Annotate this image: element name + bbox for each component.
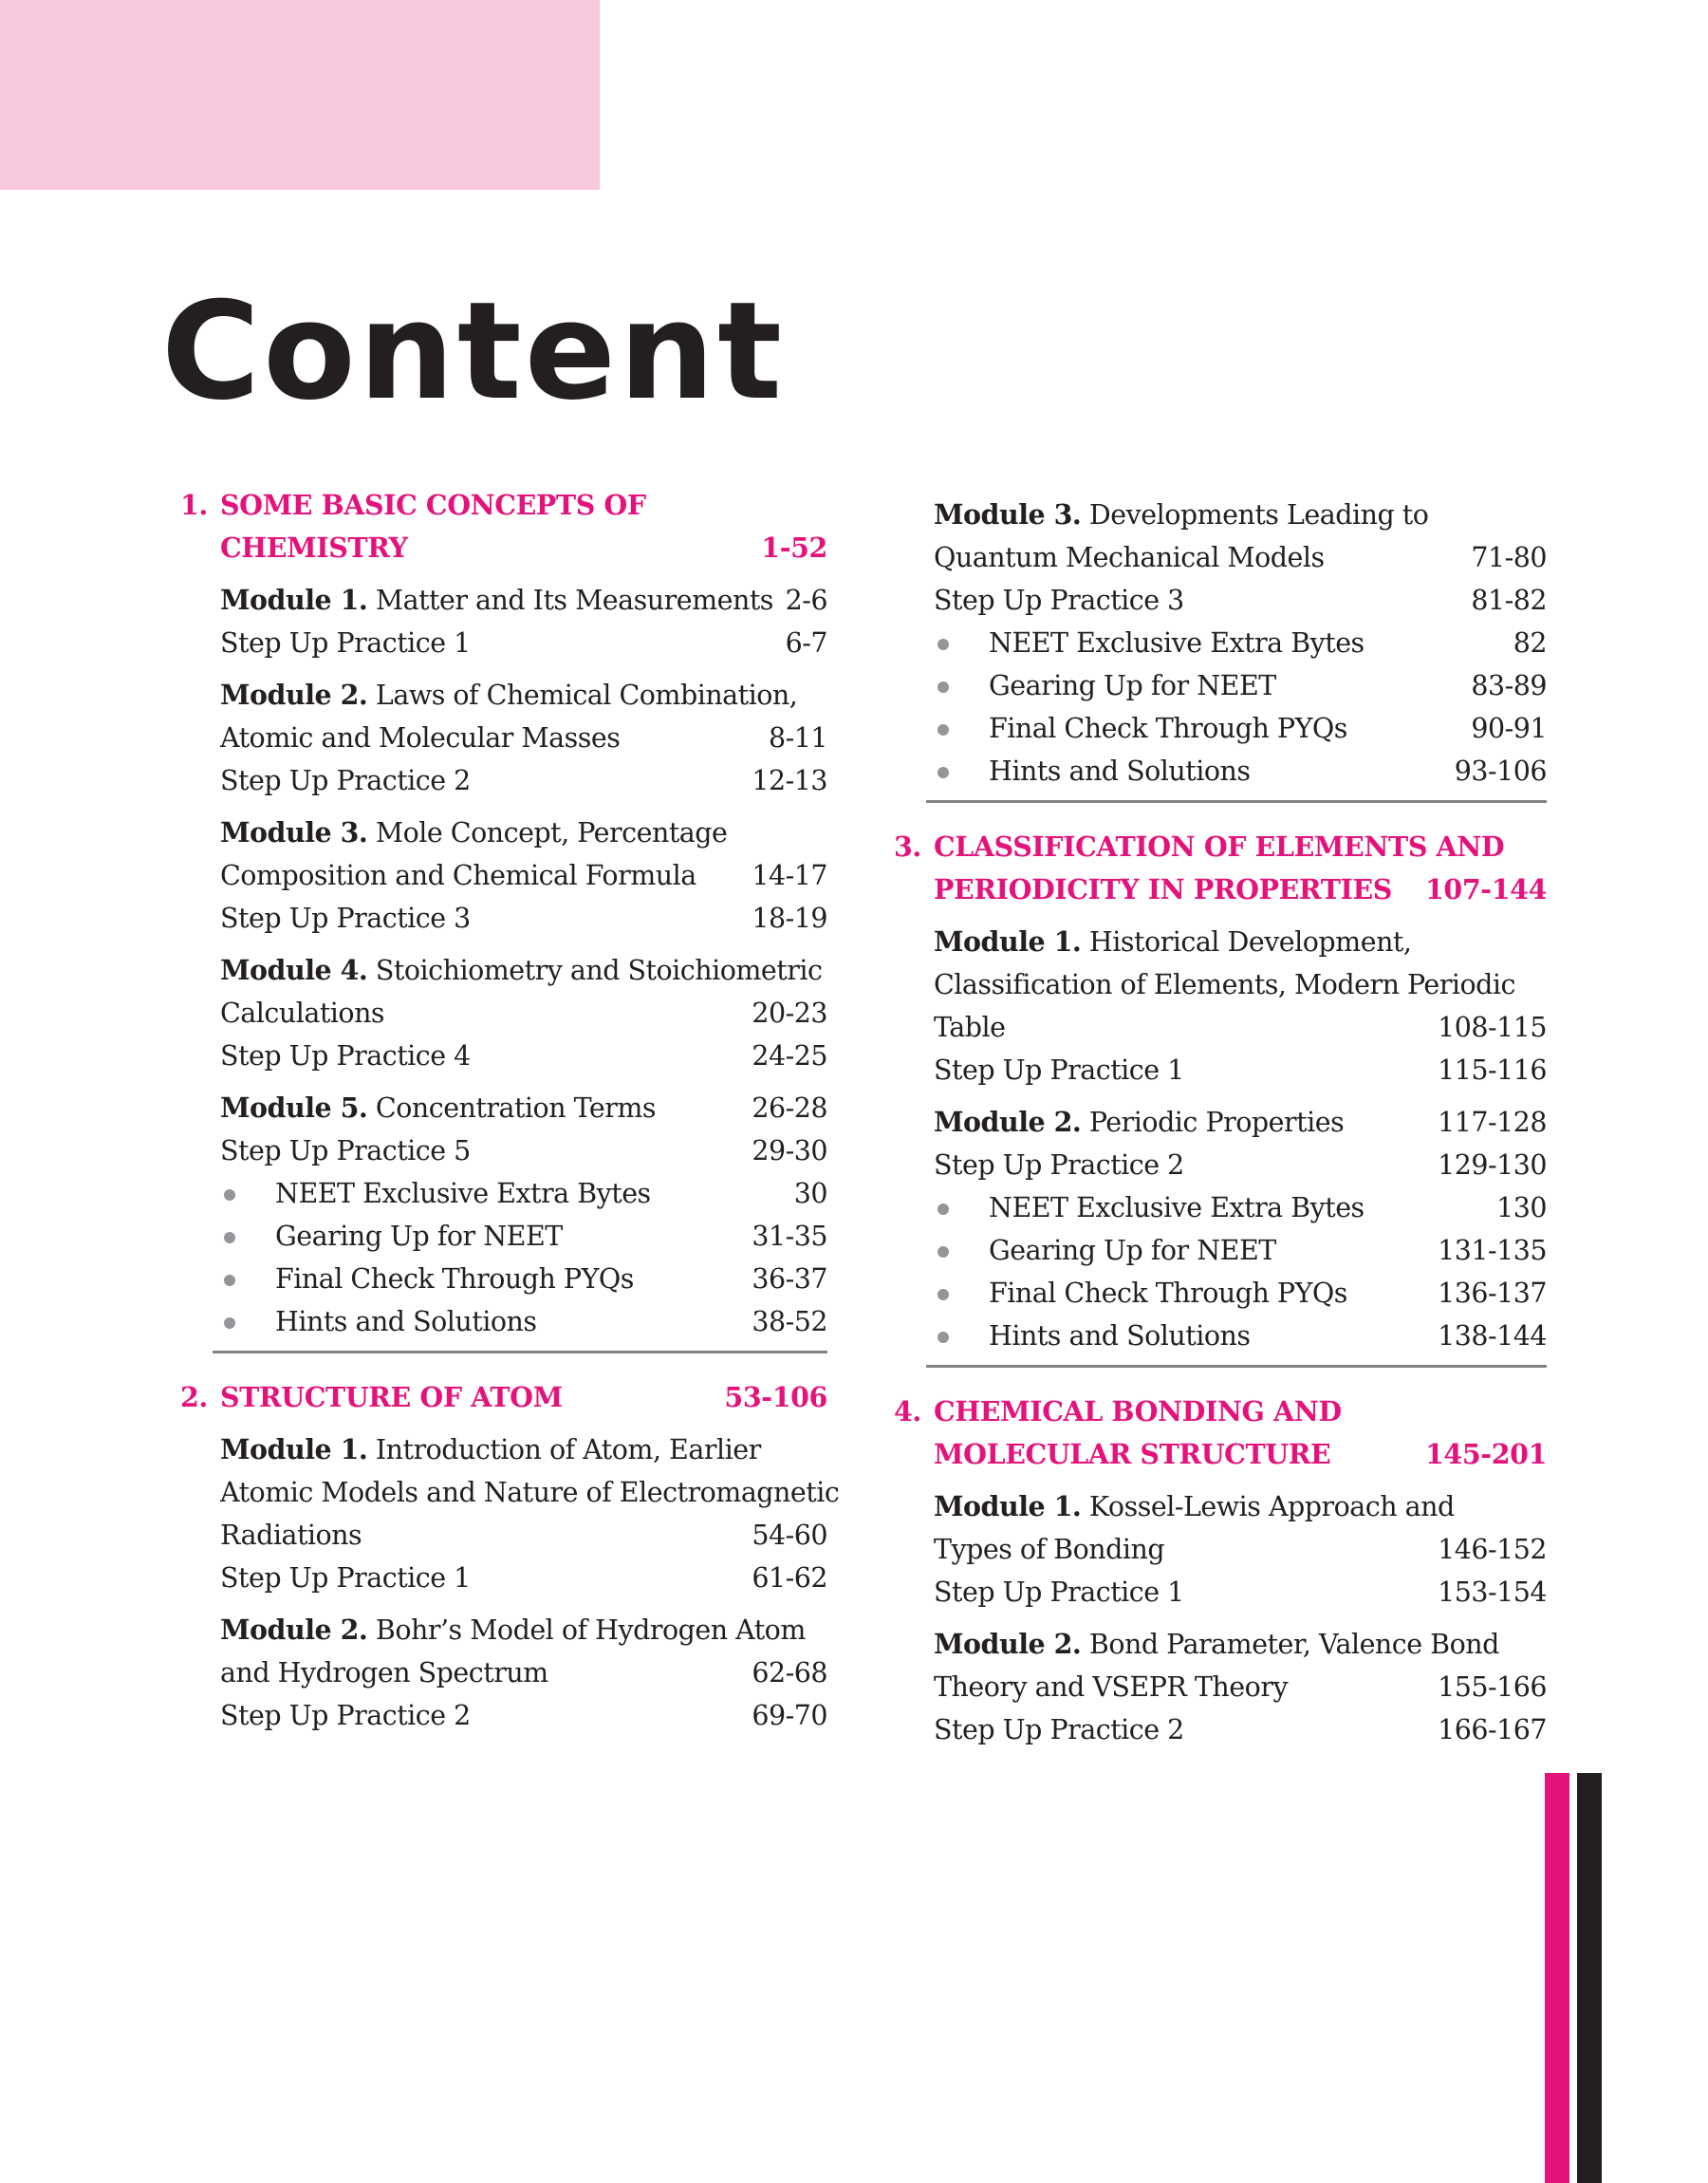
page-range: 54-60: [752, 1520, 827, 1551]
module-line[interactable]: [220, 1609, 827, 1651]
toc-chapter: [894, 826, 1547, 1368]
module-line[interactable]: [220, 949, 827, 992]
page-range: 8-11: [768, 722, 827, 754]
chapter-number: 4.: [894, 1395, 921, 1427]
page-range: 30: [793, 1178, 827, 1209]
module-label: Module 2.: [934, 1106, 1082, 1138]
section-divider: [926, 800, 1547, 803]
chapter-page-range: 1-52: [761, 532, 827, 564]
module-line[interactable]: [934, 1101, 1547, 1144]
page-range: 146-152: [1438, 1534, 1547, 1565]
bullet-text: Hints and Solutions: [275, 1306, 537, 1337]
page-range: 93-106: [1454, 756, 1547, 787]
module-line[interactable]: [934, 1006, 1547, 1049]
chapter-number: 3.: [894, 830, 921, 863]
page-range: 117-128: [1438, 1107, 1547, 1138]
module-title-text: Quantum Mechanical Models: [934, 542, 1325, 573]
page-range: 62-68: [752, 1657, 827, 1689]
practice-title: Step Up Practice 2: [934, 1714, 1184, 1745]
module-line[interactable]: [220, 992, 827, 1035]
toc-chapter: [894, 1390, 1547, 1751]
page-range: 12-13: [752, 765, 827, 796]
chapter-entries: [894, 494, 1547, 793]
bullet-item[interactable]: [220, 1172, 827, 1215]
module-title-text: Types of Bonding: [934, 1534, 1165, 1565]
chapter-heading[interactable]: [894, 826, 1547, 911]
module-title-text: Bohr’s Model of Hydrogen Atom: [375, 1614, 806, 1646]
practice-line[interactable]: [220, 897, 827, 940]
module-entry: [220, 674, 827, 802]
bullet-text: Final Check Through PYQs: [275, 1263, 634, 1295]
page-range: 29-30: [752, 1135, 827, 1166]
practice-line[interactable]: [934, 1708, 1547, 1751]
header-pink-block: [0, 0, 600, 190]
module-title-text: Introduction of Atom, Earlier: [375, 1434, 761, 1465]
module-title-text: Calculations: [220, 998, 385, 1029]
chapter-title: CHEMICAL BONDING AND MOLECULAR STRUCTURE: [934, 1395, 1342, 1470]
module-line[interactable]: [220, 1514, 827, 1557]
module-label: Module 5.: [220, 1092, 368, 1124]
chapter-heading[interactable]: [180, 484, 827, 569]
page-range: 36-37: [752, 1263, 827, 1295]
module-line[interactable]: [220, 1471, 840, 1514]
module-title-text: Kossel-Lewis Approach and: [1088, 1491, 1455, 1522]
bullet-text: NEET Exclusive Extra Bytes: [275, 1178, 651, 1209]
bullet-item[interactable]: [934, 1315, 1547, 1357]
bullet-item[interactable]: [934, 707, 1547, 750]
bullet-item[interactable]: [934, 664, 1547, 707]
bullet-item[interactable]: [934, 622, 1547, 664]
page-range: 31-35: [752, 1221, 827, 1252]
bullet-dot-icon: [938, 767, 949, 778]
toc-chapter: [894, 494, 1547, 803]
module-line[interactable]: [220, 1651, 827, 1694]
module-title-text: Mole Concept, Percentage: [375, 817, 728, 849]
toc-column-right: [894, 484, 1547, 1774]
page-range: 115-116: [1438, 1054, 1547, 1086]
module-title-text: Composition and Chemical Formula: [220, 860, 696, 891]
practice-line[interactable]: [220, 622, 827, 664]
page-range: 82: [1513, 627, 1547, 659]
practice-title: Step Up Practice 2: [220, 1700, 471, 1731]
bullet-dot-icon: [224, 1232, 235, 1243]
chapter-title: CLASSIFICATION OF ELEMENTS AND PERIODICITY IN PROPERTIES: [934, 830, 1505, 905]
chapter-entries: [894, 921, 1547, 1357]
bullet-text: Final Check Through PYQs: [989, 1278, 1347, 1309]
practice-line[interactable]: [934, 1144, 1547, 1186]
bullet-item[interactable]: [220, 1258, 827, 1300]
page-range: 153-154: [1438, 1577, 1547, 1608]
module-title-text: Theory and VSEPR Theory: [934, 1671, 1289, 1703]
module-label: Module 2.: [220, 679, 368, 711]
page-range: 61-62: [752, 1562, 827, 1594]
module-title-text: and Hydrogen Spectrum: [220, 1657, 548, 1689]
module-label: Module 1.: [934, 1490, 1082, 1522]
bullet-dot-icon: [938, 681, 949, 693]
page-range: 14-17: [752, 860, 827, 891]
bullet-item[interactable]: [934, 1186, 1547, 1229]
chapter-page-range: 145-201: [1424, 1438, 1547, 1470]
module-label: Module 1.: [934, 925, 1082, 958]
practice-line[interactable]: [934, 1571, 1547, 1614]
practice-title: Step Up Practice 1: [934, 1054, 1184, 1086]
bullet-dot-icon: [938, 1289, 949, 1300]
chapter-entries: [180, 579, 827, 1343]
module-title-text: Periodic Properties: [1088, 1107, 1345, 1138]
module-label: Module 3.: [934, 498, 1082, 531]
chapter-title: STRUCTURE OF ATOM: [220, 1381, 563, 1413]
page-range: 136-137: [1438, 1278, 1547, 1309]
toc-column-left: [180, 484, 840, 1760]
module-line[interactable]: [220, 674, 827, 717]
practice-title: Step Up Practice 5: [220, 1135, 471, 1166]
module-entry: [934, 1101, 1547, 1186]
practice-title: Step Up Practice 3: [220, 903, 471, 934]
module-line[interactable]: [220, 812, 827, 854]
module-entry: [934, 921, 1547, 1092]
module-title-text: Classification of Elements, Modern Periodic: [934, 969, 1516, 1000]
practice-line[interactable]: [934, 1049, 1547, 1092]
module-entry: [220, 949, 827, 1077]
module-entry: [934, 1623, 1547, 1751]
page-range: 108-115: [1438, 1012, 1547, 1043]
module-entry: [220, 579, 827, 664]
module-title-text: Developments Leading to: [1088, 499, 1429, 531]
module-line[interactable]: [934, 536, 1547, 579]
page-title: Content: [161, 273, 786, 430]
page-range: 138-144: [1438, 1320, 1547, 1352]
page-range: 2-6: [785, 585, 827, 616]
section-divider: [926, 1365, 1547, 1368]
page-range: 83-89: [1471, 670, 1547, 701]
module-line[interactable]: [220, 579, 827, 622]
page-range: 38-52: [752, 1306, 827, 1337]
module-label: Module 1.: [220, 584, 368, 616]
bullet-item[interactable]: [934, 1272, 1547, 1315]
chapter-page-range: 107-144: [1424, 873, 1547, 905]
page-range: 166-167: [1438, 1714, 1547, 1745]
module-title-text: Stoichiometry and Stoichiometric: [375, 955, 823, 986]
module-title-text: Bond Parameter, Valence Bond: [1088, 1629, 1499, 1660]
module-label: Module 2.: [220, 1614, 368, 1646]
decorative-black-bar: [1577, 1773, 1602, 2183]
practice-line[interactable]: [220, 1557, 827, 1599]
page-range: 18-19: [752, 903, 827, 934]
practice-line[interactable]: [220, 1129, 827, 1172]
chapter-heading[interactable]: [894, 1390, 1547, 1476]
module-line[interactable]: [934, 921, 1547, 963]
page-range: 6-7: [785, 627, 827, 659]
bullet-text: NEET Exclusive Extra Bytes: [989, 627, 1365, 659]
chapter-title: SOME BASIC CONCEPTS OF CHEMISTRY: [220, 489, 646, 564]
module-title-text: Radiations: [220, 1520, 362, 1551]
module-label: Module 3.: [220, 816, 368, 849]
page-range: 131-135: [1438, 1235, 1547, 1266]
bullet-text: Hints and Solutions: [989, 756, 1251, 787]
page-range: 129-130: [1438, 1149, 1547, 1181]
bullet-dot-icon: [938, 1332, 949, 1343]
bullet-dot-icon: [224, 1275, 235, 1286]
bullet-text: Hints and Solutions: [989, 1320, 1251, 1352]
module-title-text: Laws of Chemical Combination,: [375, 680, 798, 711]
module-line[interactable]: [934, 1623, 1547, 1666]
chapter-page-range: 53-106: [724, 1381, 827, 1413]
page-range: 130: [1496, 1192, 1547, 1223]
practice-title: Step Up Practice 3: [934, 585, 1184, 616]
practice-title: Step Up Practice 2: [934, 1149, 1184, 1181]
module-title-text: Matter and Its Measurements: [375, 585, 773, 616]
practice-title: Step Up Practice 1: [220, 627, 471, 659]
section-divider: [213, 1351, 827, 1353]
bullet-item[interactable]: [220, 1300, 827, 1343]
module-line[interactable]: [220, 1087, 827, 1129]
page-range: 155-166: [1438, 1671, 1547, 1703]
chapter-heading[interactable]: [180, 1376, 827, 1419]
practice-line[interactable]: [220, 759, 827, 802]
page-range: 81-82: [1471, 585, 1547, 616]
module-line[interactable]: [220, 1428, 827, 1471]
practice-line[interactable]: [934, 579, 1547, 622]
bullet-dot-icon: [224, 1317, 235, 1329]
module-entry: [220, 812, 827, 940]
bullet-text: NEET Exclusive Extra Bytes: [989, 1192, 1365, 1223]
practice-line[interactable]: [220, 1035, 827, 1077]
bullet-dot-icon: [938, 639, 949, 650]
decorative-pink-bar: [1545, 1773, 1569, 2183]
module-entry: [220, 1428, 840, 1599]
bullet-text: Final Check Through PYQs: [989, 713, 1347, 744]
bullet-text: Gearing Up for NEET: [989, 670, 1276, 701]
module-title-text: Historical Development,: [1088, 926, 1412, 958]
bullet-text: Gearing Up for NEET: [275, 1221, 563, 1252]
module-entry: [220, 1609, 827, 1737]
module-label: Module 4.: [220, 954, 368, 986]
practice-title: Step Up Practice 4: [220, 1040, 471, 1072]
module-entry: [934, 494, 1547, 622]
module-title-text: Atomic and Molecular Masses: [220, 722, 621, 754]
module-line[interactable]: [934, 1485, 1547, 1528]
module-line[interactable]: [934, 1528, 1547, 1571]
bullet-text: Gearing Up for NEET: [989, 1235, 1276, 1266]
toc-chapter: [180, 1376, 840, 1737]
bullet-item[interactable]: [220, 1215, 827, 1258]
module-line[interactable]: [220, 854, 827, 897]
bullet-item[interactable]: [934, 1229, 1547, 1272]
page-range: 26-28: [752, 1092, 827, 1124]
module-title-text: Table: [934, 1012, 1006, 1043]
chapter-entries: [894, 1485, 1547, 1751]
page-range: 90-91: [1471, 713, 1547, 744]
module-line[interactable]: [934, 494, 1547, 536]
page-range: 24-25: [752, 1040, 827, 1072]
module-label: Module 2.: [934, 1628, 1082, 1660]
practice-title: Step Up Practice 2: [220, 765, 471, 796]
toc-chapter: [180, 484, 827, 1353]
module-title-text: Concentration Terms: [375, 1092, 657, 1124]
chapter-number: 1.: [180, 489, 208, 521]
bullet-dot-icon: [938, 1246, 949, 1258]
chapter-number: 2.: [180, 1381, 208, 1413]
module-line[interactable]: [220, 717, 827, 759]
module-line[interactable]: [934, 1666, 1547, 1708]
bullet-dot-icon: [938, 724, 949, 736]
module-entry: [220, 1087, 827, 1172]
bullet-dot-icon: [938, 1203, 949, 1215]
page-range: 69-70: [752, 1700, 827, 1731]
practice-line[interactable]: [220, 1694, 827, 1737]
practice-title: Step Up Practice 1: [220, 1562, 471, 1594]
module-entry: [934, 1485, 1547, 1614]
module-label: Module 1.: [220, 1433, 368, 1465]
chapter-entries: [180, 1428, 840, 1737]
page-range: 71-80: [1471, 542, 1547, 573]
practice-title: Step Up Practice 1: [934, 1577, 1184, 1608]
bullet-item[interactable]: [934, 750, 1547, 793]
module-title-text: Atomic Models and Nature of Electromagnetic: [220, 1477, 840, 1508]
page-range: 20-23: [752, 998, 827, 1029]
module-line[interactable]: [934, 963, 1547, 1006]
bullet-dot-icon: [224, 1189, 235, 1201]
